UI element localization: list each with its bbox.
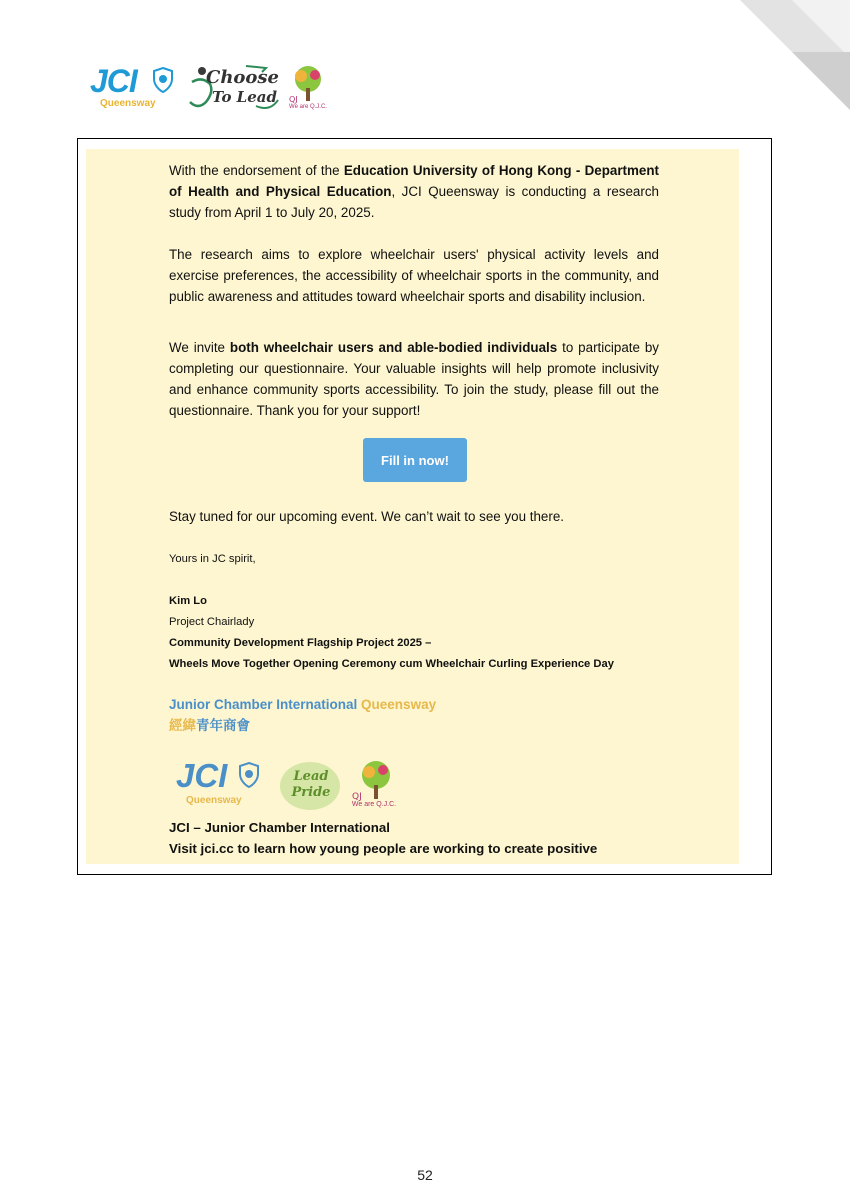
organization-name-part1: Junior Chamber International: [169, 697, 358, 712]
we-are-qjc-logo: [286, 64, 330, 114]
signature-project-line1: Community Development Flagship Project 2025 –: [169, 637, 432, 649]
footer-jci-line: JCI – Junior Chamber International: [169, 820, 390, 835]
fill-in-now-button[interactable]: Fill in now!: [363, 438, 467, 482]
invitation-text-1: We invite: [169, 340, 230, 355]
choose-to-lead-logo: [186, 62, 282, 114]
jci-logo-text: JCI: [90, 63, 137, 99]
endorsement-text-2: , JCI Queensway is conducting a research study from April 1 to July 20, 2025.: [169, 184, 659, 220]
jci-logo-subtitle: Queensway: [100, 98, 156, 109]
endorsement-university: Education University of Hong Kong - Department of Health and Physical Education: [169, 163, 659, 199]
choose-logo-line1: Choose: [206, 67, 280, 88]
jci-queensway-logo: [90, 64, 182, 112]
invitation-text-2: to participate by completing our questionnaire. Your valuable insights will help promote inclusivity and enhance community sports accessibility. To join the study, please fill out the questionnaire. Thank you for your support!: [169, 340, 659, 418]
signature-name: Kim Lo: [169, 595, 207, 607]
lead-pride-logo: [276, 759, 344, 813]
signature-title: Project Chairlady: [169, 616, 255, 628]
organization-name: [169, 695, 659, 715]
organization-chinese-part2: 青年商會: [196, 718, 250, 733]
footer-tree-logo: [350, 759, 398, 813]
svg-text:QJ: QJ: [289, 95, 298, 104]
footer-tree-caption: We are Q.J.C.: [351, 801, 397, 808]
organization-name-part2: Queensway: [361, 697, 437, 712]
lead-pride-text: Lead Pride: [291, 769, 331, 800]
research-aims-paragraph: The research aims to explore wheelchair users' physical activity levels and exercise preferences, the accessibility of wheelchair sports in the community, and public awareness and attitudes toward wheelchair sports and disability inclusion.: [169, 247, 659, 304]
tree-icon: [350, 759, 398, 803]
email-footer-logos: [176, 759, 406, 819]
svg-text:QJ: QJ: [352, 792, 362, 802]
footer-jci-logo: [176, 759, 268, 809]
footer-jci-text: JCI: [176, 757, 228, 794]
closing-text: Yours in JC spirit,: [169, 553, 256, 565]
endorsement-paragraph: [169, 160, 659, 223]
shield-icon: [152, 67, 174, 93]
footer-jci-subtitle: Queensway: [186, 795, 242, 806]
email-body: [86, 149, 739, 864]
invitation-audience: both wheelchair users and able-bodied individuals: [229, 340, 558, 355]
footer-visit-line: Visit jci.cc to learn how young people are working to create positive: [169, 841, 598, 856]
choose-logo-line2: To Lead: [212, 88, 277, 106]
page-corner-decoration: [740, 0, 850, 110]
header-logos: [90, 62, 340, 117]
organization-chinese-name: [169, 716, 659, 736]
page-number: 52: [417, 1167, 433, 1183]
tree-icon: [286, 64, 330, 104]
organization-chinese-part1: 經緯: [169, 718, 196, 733]
tree-logo-caption: We are Q.J.C.: [289, 104, 327, 110]
email-screenshot-frame: [77, 138, 772, 875]
signature-project-line2: Wheels Move Together Opening Ceremony cum Wheelchair Curling Experience Day: [169, 658, 614, 670]
shield-icon: [238, 762, 260, 788]
stay-tuned-text: Stay tuned for our upcoming event. We can’t wait to see you there.: [169, 509, 564, 524]
invitation-paragraph: [169, 337, 659, 421]
endorsement-text-1: With the endorsement of the: [169, 163, 344, 178]
